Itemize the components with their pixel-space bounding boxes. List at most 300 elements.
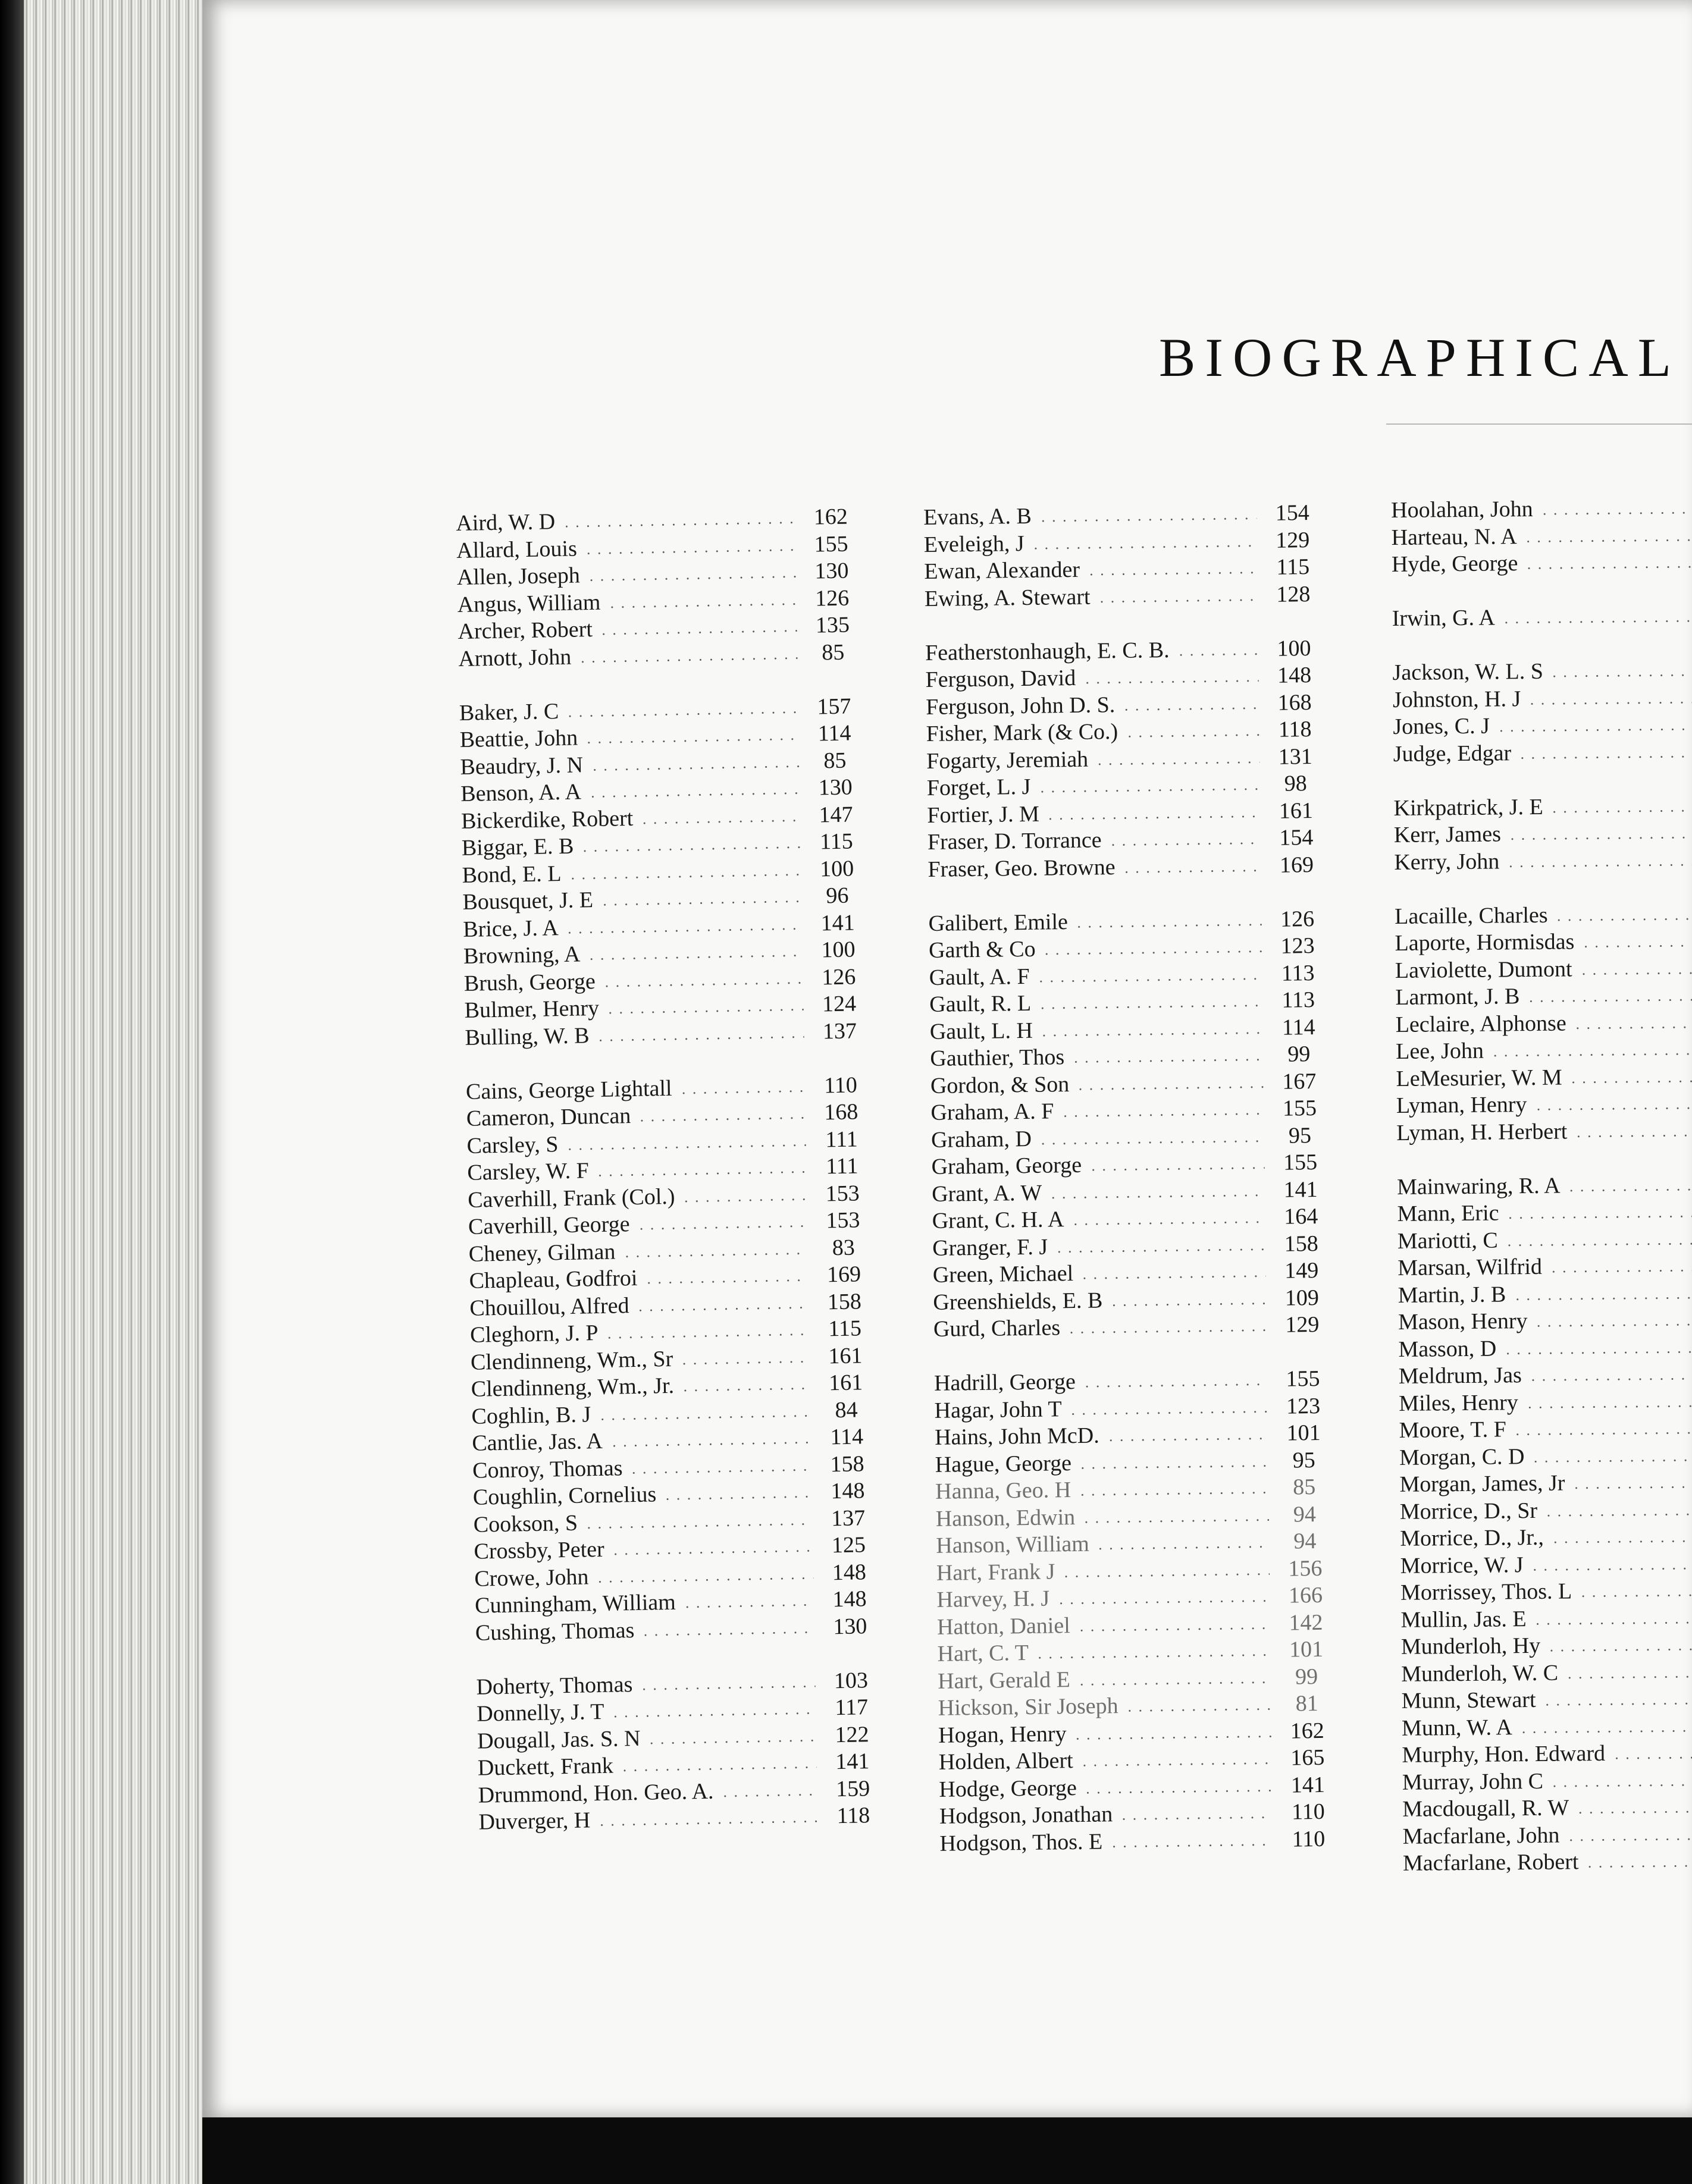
index-entry [935,1420,1334,1452]
entry-name: Aird, W. D [456,509,556,536]
dot-leader [1543,1513,1692,1516]
index-entry [1402,1712,1692,1742]
index-entry [929,959,1328,991]
entry-name: Lacaille, Charles [1394,902,1548,929]
entry-name: Lyman, Henry [1396,1092,1527,1118]
entry-name: Mann, Eric [1397,1200,1499,1226]
dot-leader [637,1117,806,1122]
entry-name: Laviolette, Dumont [1395,956,1572,983]
dot-leader [1124,1708,1271,1712]
entry-name: Gault, L. H [929,1018,1033,1044]
index-entry [1393,738,1692,768]
index-entry [939,1744,1338,1777]
dot-leader [568,873,801,879]
dot-leader [1076,1627,1270,1631]
scan-background [202,2117,1692,2184]
index-entry [1402,1766,1692,1796]
entry-name: Hague, George [935,1450,1072,1477]
book-page-edges [0,0,202,2184]
entry-name: Granger, F. J [932,1234,1048,1261]
dot-leader [601,981,803,987]
index-entry [1391,494,1692,524]
entry-name: Graham, George [931,1152,1082,1179]
entry-name: Allard, Louis [456,535,578,563]
index-entry [1392,603,1692,632]
index-entry [939,1825,1339,1857]
dot-leader [1072,1736,1271,1740]
index-entry [932,1203,1331,1235]
entry-page-number: 129 [1276,527,1310,553]
entry-page-number: 113 [1281,960,1315,986]
entry-name: Hodgson, Jonathan [939,1802,1113,1829]
entry-page-number: 118 [1278,717,1312,742]
entry-name: Hoolahan, John [1391,496,1533,523]
entry-name: Martin, J. B [1398,1281,1506,1308]
index-entry [1392,657,1692,686]
index-entry [937,1636,1336,1668]
index-entry [925,580,1324,613]
index-entry [1397,1198,1692,1228]
entry-page-number: 98 [1284,771,1308,796]
entry-name: Crowe, John [474,1564,589,1592]
entry-name: Macfarlane, Robert [1402,1849,1579,1876]
index-entry [1401,1631,1692,1661]
entry-name: Holden, Albert [938,1748,1073,1775]
dot-leader [1507,836,1692,840]
dot-leader [577,657,797,663]
dot-leader [594,1577,813,1582]
entry-page-number: 153 [825,1180,860,1206]
entry-page-number: 166 [1288,1582,1323,1608]
dot-leader [1036,978,1262,983]
dot-leader [1542,1702,1692,1705]
entry-name: Hart, Frank J [936,1558,1055,1586]
index-entry [930,1095,1330,1127]
entry-name: Bulmer, Henry [464,995,600,1023]
dot-leader [1039,1032,1263,1037]
index-entry [1399,1360,1692,1390]
index-entry [933,1257,1332,1289]
entry-page-number: 169 [1279,852,1314,878]
entry-page-number: 142 [1289,1609,1323,1636]
dot-leader [1075,1086,1264,1090]
entry-name: Jones, C. J [1393,713,1490,739]
entry-name: Archer, Robert [458,617,593,644]
entry-name: Fisher, Mark (& Co.) [926,719,1118,746]
entry-name: Moore, T. F [1399,1417,1507,1443]
entry-name: Graham, A. F [930,1099,1054,1125]
entry-name: Cantlie, Jas. A [472,1428,603,1456]
dot-leader [644,1279,809,1284]
dot-leader [1530,1459,1692,1463]
group-spacer [933,1338,1333,1370]
entry-name: Murphy, Hon. Edward [1402,1740,1606,1768]
index-entry [936,1555,1336,1587]
entry-page-number: 111 [825,1126,858,1152]
entry-name: Featherstonhaugh, E. C. B. [925,637,1170,666]
entry-name: Lee, John [1395,1038,1484,1064]
entry-name: Duverger, H [478,1808,591,1835]
entry-name: Kerr, James [1393,821,1502,848]
entry-page-number: 155 [1286,1366,1320,1392]
entry-name: Browning, A [463,942,581,969]
dot-leader [1035,1654,1271,1659]
dot-leader [565,711,798,717]
entry-page-number: 141 [835,1749,870,1775]
entry-page-number: 130 [814,558,849,584]
dot-leader [1549,674,1692,677]
entry-name: Fraser, Geo. Browne [928,854,1116,882]
index-entry [923,500,1323,532]
entry-page-number: 137 [831,1505,866,1531]
entry-name: Beaudry, J. N [460,752,584,780]
index-entry [935,1446,1334,1479]
group-spacer [1393,765,1692,795]
entry-page-number: 154 [1279,825,1314,851]
entry-name: Cushing, Thomas [475,1617,635,1646]
entry-page-number: 126 [821,964,856,990]
entry-name: Hains, John McD. [934,1423,1099,1450]
index-entry [929,933,1328,965]
dot-leader [1578,1594,1692,1597]
entry-name: Chapleau, Godfroi [469,1265,638,1294]
group-spacer [925,608,1324,640]
entry-page-number: 162 [1290,1718,1324,1744]
dot-leader [646,1739,816,1744]
entry-name: Clendinneng, Wm., Jr. [471,1373,675,1402]
entry-name: Drummond, Hon. Geo. A. [478,1778,714,1808]
index-entry [1402,1821,1692,1850]
entry-page-number: 161 [828,1342,863,1369]
entry-page-number: 94 [1293,1529,1317,1554]
entry-name: Gault, R. L [929,990,1032,1017]
index-entry [927,797,1326,829]
dot-leader [584,738,799,743]
entry-name: Johnston, H. J [1392,686,1521,713]
entry-name: Graham, D [930,1126,1032,1153]
entry-page-number: 124 [822,991,857,1017]
entry-name: Carsley, S [466,1131,559,1159]
dot-leader [1076,1681,1271,1686]
entry-name: Jackson, W. L. S [1392,658,1544,685]
dot-leader [1096,599,1258,603]
dot-leader [1079,1275,1266,1279]
entry-name: Munderloh, Hy [1400,1633,1541,1659]
dot-leader [1533,1621,1692,1625]
entry-name: Eveleigh, J [923,531,1024,557]
entry-name: Doherty, Thomas [476,1671,633,1700]
entry-page-number: 149 [1284,1257,1319,1284]
entry-page-number: 85 [821,639,845,665]
dot-leader [1095,1546,1269,1550]
entry-page-number: 148 [831,1478,865,1504]
dot-leader [682,1604,814,1608]
index-entry [1395,955,1692,984]
entry-page-number: 125 [831,1532,866,1558]
dot-leader [1566,1188,1692,1191]
dot-leader [1518,1730,1692,1733]
dot-leader [1060,1113,1264,1117]
index-entry [1398,1333,1692,1363]
entry-page-number: 100 [1277,635,1311,661]
entry-name: Hodge, George [939,1775,1077,1802]
entry-page-number: 85 [1292,1474,1316,1500]
dot-leader [1109,1843,1273,1847]
entry-name: Harvey, H. J [936,1586,1050,1612]
entry-page-number: 155 [1283,1149,1318,1175]
dot-leader [1549,1784,1692,1787]
entry-name: Mullin, Jas. E [1400,1606,1527,1633]
index-entry [1400,1550,1692,1580]
dot-leader [565,1144,806,1150]
entry-name: Forget, L. J [926,774,1031,801]
index-entry [926,743,1326,775]
dot-leader [1077,1465,1268,1469]
index-entry [936,1501,1335,1533]
entry-page-number: 153 [826,1207,860,1234]
dot-leader [597,1821,818,1826]
dot-leader [1038,1140,1264,1145]
index-entry [925,662,1324,694]
index-entry [1399,1388,1692,1417]
index-entry [1398,1306,1692,1336]
index-entry [1396,1063,1692,1093]
entry-page-number: 110 [1292,1826,1326,1852]
entry-name: Irwin, G. A [1392,605,1496,631]
entry-page-number: 114 [817,720,851,746]
entry-name: Baker, J. C [459,698,559,726]
dot-leader [1550,1540,1692,1543]
entry-name: Hatton, Daniel [936,1612,1071,1640]
entry-page-number: 169 [826,1262,861,1288]
dot-leader [1564,1675,1692,1678]
entry-page-number: 101 [1289,1636,1324,1662]
entry-name: Donnelly, J. T [476,1699,604,1727]
index-entry [1396,1035,1692,1065]
dot-leader [1573,1134,1692,1137]
index-entry [930,1013,1329,1046]
entry-page-number: 157 [816,693,851,719]
entry-page-number: 115 [1276,554,1310,580]
entry-page-number: 158 [827,1288,862,1314]
entry-page-number: 165 [1290,1744,1325,1771]
dot-leader [1038,517,1257,522]
dot-leader [1082,1789,1272,1793]
entry-name: Kerry, John [1394,848,1500,875]
dot-leader [1030,545,1257,550]
entry-name: Miles, Henry [1399,1389,1519,1416]
dot-leader [1070,1059,1263,1063]
entry-name: Macfarlane, John [1402,1822,1560,1849]
dot-leader [1530,1567,1692,1571]
dot-leader [610,1550,813,1555]
index-entry [934,1392,1333,1424]
index-entry [1396,1090,1692,1119]
entry-name: Caverhill, Frank (Col.) [467,1184,675,1213]
dot-leader [1082,680,1259,684]
entry-page-number: 141 [820,909,856,936]
entry-page-number: 100 [819,855,854,881]
entry-name: Coughlin, Cornelius [472,1482,657,1510]
entry-page-number: 155 [1282,1096,1317,1121]
index-entry [1394,819,1692,849]
dot-leader [1528,1377,1692,1381]
group-spacer [1392,576,1692,605]
entry-name: Garth & Co [928,936,1036,963]
index-column-3 [1391,494,1692,1877]
entry-name: Fraser, D. Torrance [927,827,1102,855]
dot-leader [1546,1648,1692,1651]
entry-page-number: 84 [835,1397,858,1423]
index-entry [1400,1604,1692,1634]
dot-leader [1037,1005,1262,1009]
index-entry [1395,900,1692,930]
entry-page-number: 128 [1276,581,1311,607]
entry-page-number: 111 [825,1153,858,1179]
index-entry [932,1176,1331,1208]
entry-name: Bulling, W. B [465,1022,590,1050]
index-entry [937,1609,1336,1641]
index-entry [1394,846,1692,876]
dot-leader [586,576,796,581]
entry-name: Larmont, J. B [1395,984,1520,1010]
entry-name: Bond, E. L [462,861,562,888]
dot-leader [583,549,795,554]
dot-leader [584,1523,813,1529]
entry-page-number: 115 [819,829,853,855]
index-entry [1402,1739,1692,1769]
dot-leader [1094,761,1259,765]
entry-name: Chouillou, Alfred [469,1292,629,1321]
entry-name: Hanson, William [936,1531,1090,1558]
index-entry [1403,1847,1692,1877]
dot-leader [636,1225,807,1230]
entry-page-number: 161 [828,1370,863,1396]
dot-leader [1505,1215,1692,1219]
entry-page-number: 100 [821,937,856,963]
entry-page-number: 168 [1277,689,1312,716]
index-entry [927,770,1326,802]
dot-leader [600,900,802,906]
entry-page-number: 95 [1292,1447,1315,1473]
entry-name: Morrice, D., Jr., [1400,1524,1544,1551]
index-column-2 [923,500,1339,1857]
entry-page-number: 126 [1280,906,1315,932]
dot-leader [1124,734,1259,738]
entry-page-number: 118 [836,1803,870,1829]
dot-leader [1503,1351,1692,1354]
entry-page-number: 162 [813,504,848,530]
entry-name: Grant, C. H. A [932,1207,1064,1234]
entry-page-number: 109 [1284,1285,1320,1311]
index-entry [924,526,1323,558]
entry-name: Lyman, H. Herbert [1396,1118,1568,1146]
entry-name: Allen, Joseph [456,563,581,590]
group-spacer [1395,873,1692,903]
index-entry [933,1284,1332,1316]
entry-page-number: 155 [814,531,848,557]
dot-leader [1068,1411,1268,1415]
entry-page-number: 131 [1278,743,1312,770]
dot-leader [1568,1080,1692,1083]
entry-page-number: 135 [815,612,850,638]
dot-leader [1070,1221,1265,1225]
entry-name: Morgan, C. D [1399,1444,1525,1470]
entry-name: Cunningham, William [474,1589,676,1618]
entry-page-number: 114 [830,1424,864,1450]
dot-leader [1566,1838,1692,1841]
entry-name: Kirkpatrick, J. E [1393,794,1543,821]
entry-page-number: 130 [818,774,853,801]
dot-leader [597,1414,811,1420]
entry-page-number: 94 [1293,1501,1317,1527]
entry-page-number: 85 [823,748,847,773]
dot-leader [640,1631,814,1636]
entry-name: Judge, Edgar [1393,740,1512,767]
dot-leader [1527,701,1692,705]
dot-leader [1517,755,1692,759]
dot-leader [587,792,800,798]
entry-page-number: 129 [1285,1311,1320,1338]
entry-name: Cameron, Duncan [466,1103,631,1131]
entry-name: Gault, A. F [929,964,1030,990]
dot-leader [1501,620,1692,623]
dot-leader [1108,1303,1266,1306]
index-entry [1393,711,1692,740]
entry-name: Cookson, S [473,1510,578,1537]
entry-name: Morrice, D., Sr [1399,1498,1538,1524]
dot-leader [1118,1816,1273,1820]
entry-name: Gauthier, Thos [930,1044,1065,1071]
index-entry [1401,1685,1692,1715]
index-entry [936,1528,1335,1560]
dot-leader [1571,1486,1692,1489]
dot-leader [1524,566,1692,569]
dot-leader [1079,1762,1272,1766]
dot-leader [1121,870,1261,873]
index-entry [1398,1225,1692,1255]
dot-leader [1088,1167,1265,1171]
entry-name: Coghlin, B. J [471,1401,591,1429]
entry-name: Grant, A. W [931,1180,1042,1207]
entry-page-number: 168 [823,1099,858,1125]
entry-page-number: 130 [832,1613,867,1639]
entry-name: Cains, George Lightall [465,1075,672,1104]
dot-leader [1086,572,1257,576]
entry-page-number: 158 [1284,1231,1318,1257]
dot-leader [1539,512,1692,514]
entry-name: Hanson, Edwin [935,1504,1076,1532]
index-entry [925,635,1324,667]
entry-page-number: 113 [1281,987,1315,1013]
index-entry [1396,1009,1692,1038]
index-entry [1398,1252,1692,1282]
dot-leader [1048,1194,1265,1198]
entry-name: Green, Michael [932,1261,1074,1288]
index-entry [1395,981,1692,1011]
index-entry [938,1690,1337,1722]
entry-name: Gurd, Charles [933,1315,1061,1342]
entry-name: Cheney, Gilman [468,1239,616,1267]
entry-name: Hickson, Sir Joseph [938,1693,1118,1721]
index-entry [932,1230,1331,1262]
entry-page-number: 158 [830,1451,864,1477]
dot-leader [1523,539,1692,542]
dot-leader [564,927,802,933]
entry-name: Hodgson, Thos. E [939,1828,1103,1856]
dot-leader [590,765,800,770]
entry-name: Fogarty, Jeremiah [926,746,1089,774]
